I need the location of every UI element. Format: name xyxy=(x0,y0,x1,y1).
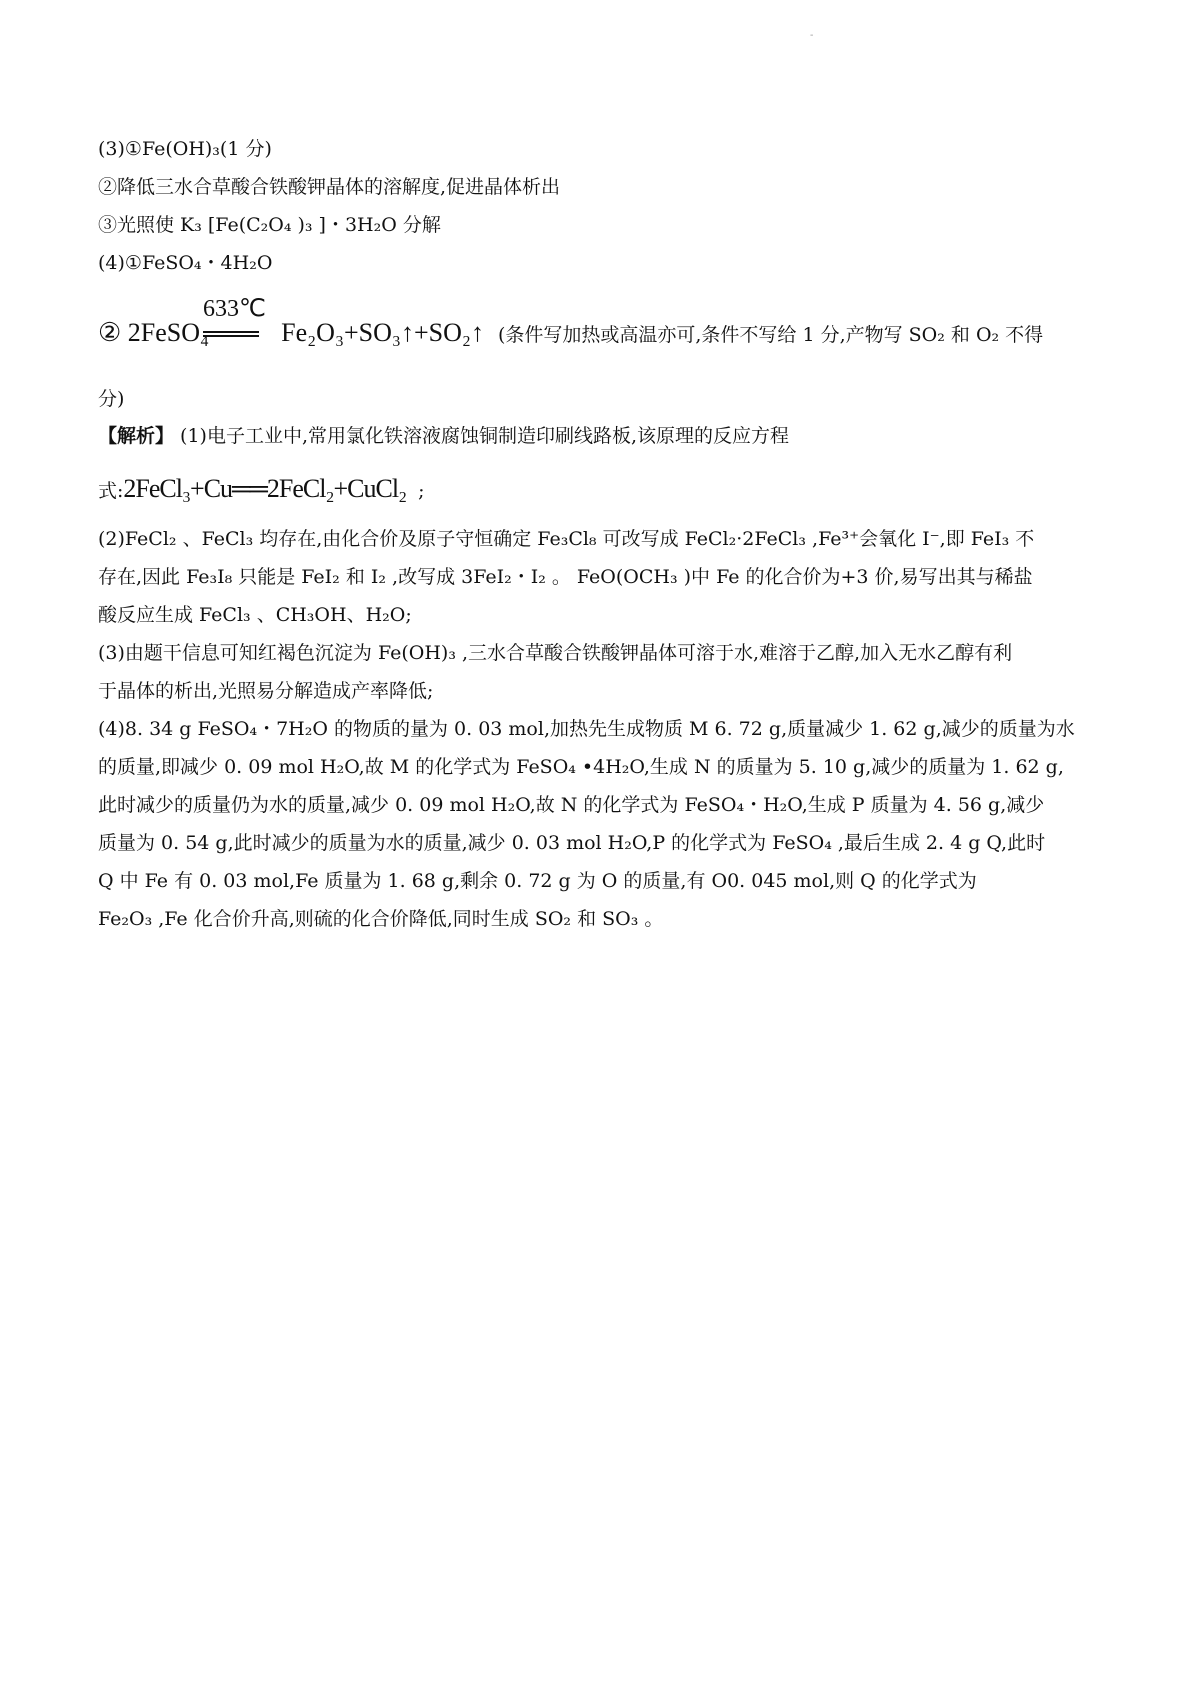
reaction-condition: 633℃ xyxy=(203,296,266,322)
analysis-2-line2: 存在,因此 Fe₃I₈ 只能是 FeI₂ 和 I₂ ,改写成 3FeI₂・I₂ 。 FeO(OCH₃ )中 Fe 的化合价为+3 价,易写出其与稀盐 xyxy=(98,566,1033,588)
analysis-4-line1: (4)8. 34 g FeSO₄・7H₂O 的物质的量为 0. 03 mol,加热先生成物质 M 6. 72 g,质量减少 1. 62 g,减少的质量为水 xyxy=(98,718,1075,740)
analysis-4-line6: Fe₂O₃ ,Fe 化合价升高,则硫的化合价降低,同时生成 SO₂ 和 SO₃ 。 xyxy=(98,908,664,930)
copper-equation-line xyxy=(98,474,425,504)
copper-equation-suffix: ; xyxy=(418,480,425,502)
analysis-label: 【解析】 xyxy=(98,425,175,447)
analysis-part1: (1)电子工业中,常用氯化铁溶液腐蚀铜制造印刷线路板,该原理的反应方程 xyxy=(174,425,790,447)
copper-equation: 2FeCl₃+Cu══2FeCl₂+CuCl₂ xyxy=(123,474,407,503)
analysis-4-line2: 的质量,即减少 0. 09 mol H₂O,故 M 的化学式为 FeSO₄ •4H₂O,生成 N 的质量为 5. 10 g,减少的质量为 1. 62 g, xyxy=(98,756,1064,778)
equation-rhs: Fe₂O₃+SO₃↑+SO₂↑ xyxy=(281,318,484,347)
answer-4-1: (4)①FeSO₄・4H₂O xyxy=(98,252,273,274)
copper-equation-prefix: 式: xyxy=(98,480,124,502)
analysis-2-line3: 酸反应生成 FeCl₃ 、CH₃OH、H₂O; xyxy=(98,604,412,626)
page-dot: - xyxy=(810,30,814,41)
analysis-2-line1: (2)FeCl₂ 、FeCl₃ 均存在,由化合价及原子守恒确定 Fe₃Cl₈ 可改写成 FeCl₂·2FeCl₃ ,Fe³⁺会氧化 I⁻,即 FeI₃ 不 xyxy=(98,528,1035,550)
answer-3-1: (3)①Fe(OH)₃(1 分) xyxy=(98,138,272,160)
analysis-intro xyxy=(98,427,789,446)
answer-3-3: ③光照使 K₃ [Fe(C₂O₄ )₃ ]・3H₂O 分解 xyxy=(98,214,441,236)
analysis-4-line4: 质量为 0. 54 g,此时减少的质量为水的质量,减少 0. 03 mol H₂O,P 的化学式为 FeSO₄ ,最后生成 2. 4 g Q,此时 xyxy=(98,832,1046,854)
answer-3-2: ②降低三水合草酸合铁酸钾晶体的溶解度,促进晶体析出 xyxy=(98,176,561,198)
equation-note-continued: 分) xyxy=(98,388,125,410)
equation-note: (条件写加热或高温亦可,条件不写给 1 分,产物写 SO₂ 和 O₂ 不得 xyxy=(497,324,1044,346)
analysis-3-line1: (3)由题干信息可知红褐色沉淀为 Fe(OH)₃ ,三水合草酸合铁酸钾晶体可溶于水,难溶于乙醇,加入无水乙醇有利 xyxy=(98,642,1013,664)
equation-lhs: ② 2FeSO₄ xyxy=(98,318,210,347)
decomposition-equation xyxy=(98,318,1043,348)
analysis-4-line5: Q 中 Fe 有 0. 03 mol,Fe 质量为 1. 68 g,剩余 0. 72 g 为 O 的质量,有 O0. 045 mol,则 Q 的化学式为 xyxy=(98,870,977,892)
analysis-4-line3: 此时减少的质量仍为水的质量,减少 0. 09 mol H₂O,故 N 的化学式为 FeSO₄・H₂O,生成 P 质量为 4. 56 g,减少 xyxy=(98,794,1045,816)
analysis-3-line2: 于晶体的析出,光照易分解造成产率降低; xyxy=(98,680,434,702)
